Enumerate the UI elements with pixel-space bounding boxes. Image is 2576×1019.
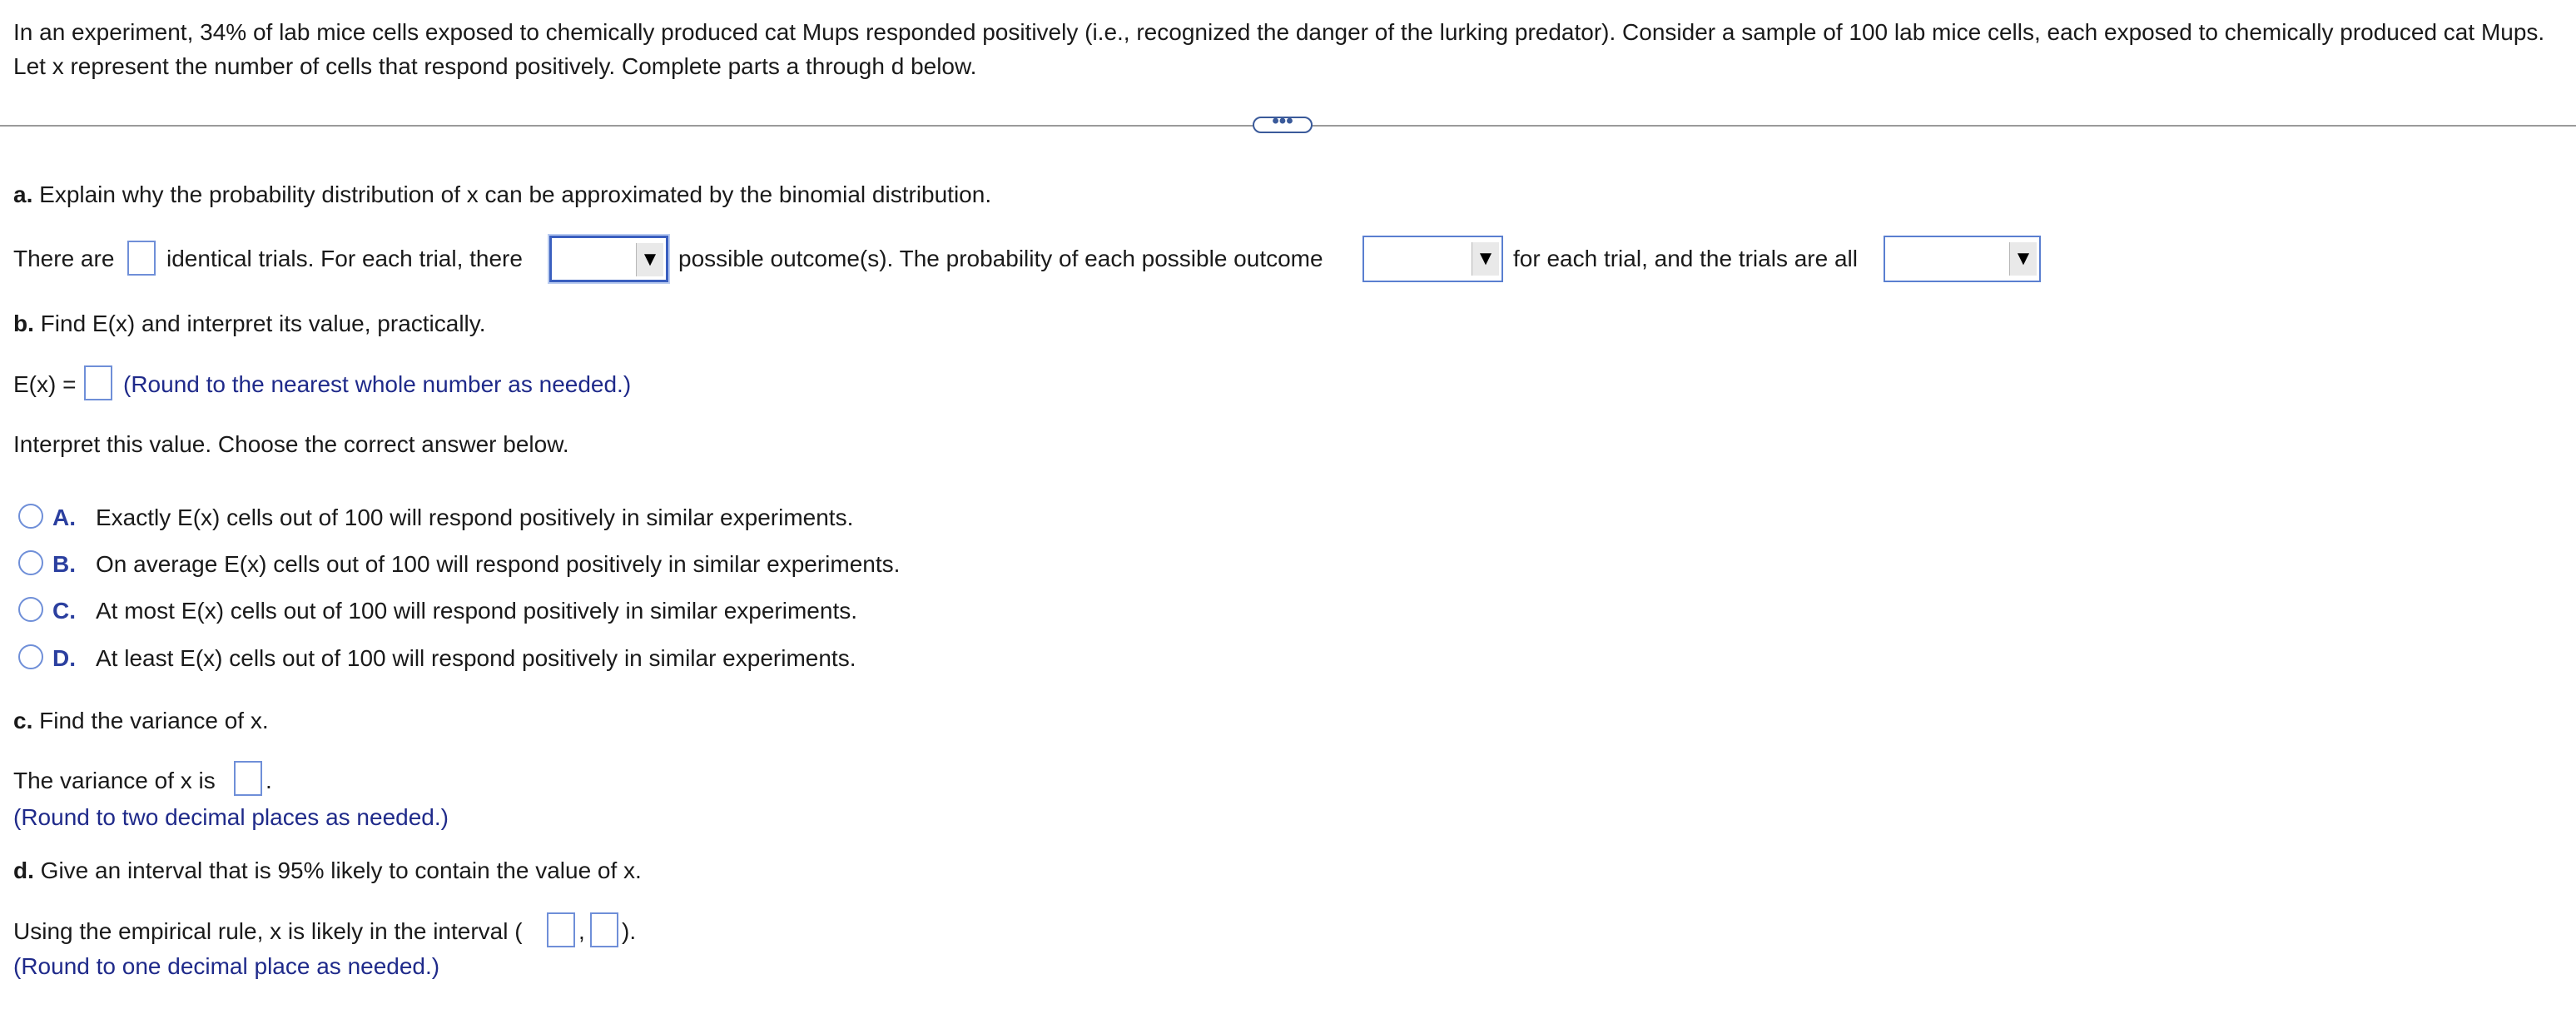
chevron-down-icon: ▼	[1472, 242, 1499, 276]
part-d-question	[13, 857, 642, 884]
choice-text: Exactly E(x) cells out of 100 will respond positively in similar experiments.	[96, 505, 854, 530]
variance-label: The variance of x is	[13, 768, 216, 793]
identical-trials-input[interactable]	[127, 241, 156, 276]
part-b-question	[13, 311, 485, 337]
part-a-sentence-4: for each trial, and the trials are all	[1513, 246, 1858, 271]
expand-button[interactable]: •••	[1253, 117, 1313, 133]
part-d-letter: d.	[13, 857, 34, 883]
part-b-letter: b.	[13, 311, 34, 336]
variance-period: .	[266, 768, 272, 793]
radio-button[interactable]	[18, 504, 43, 529]
part-a-sentence-3: possible outcome(s). The probability of each possible outcome	[678, 246, 1323, 271]
interval-comma: ,	[578, 918, 585, 944]
part-c-letter: c.	[13, 708, 33, 733]
interval-upper-input[interactable]	[590, 912, 618, 947]
choice-letter: C.	[52, 598, 76, 624]
outcomes-count-dropdown[interactable]	[549, 236, 668, 282]
part-c-question-text: Find the variance of x.	[39, 708, 269, 733]
part-a-question	[13, 181, 991, 208]
part-a-letter: a.	[13, 181, 33, 207]
interpret-prompt: Interpret this value. Choose the correct answer below.	[13, 431, 569, 457]
radio-button[interactable]	[18, 597, 43, 622]
trials-dropdown[interactable]	[1884, 236, 2041, 282]
radio-button[interactable]	[18, 550, 43, 575]
variance-input[interactable]	[234, 761, 262, 796]
radio-button[interactable]	[18, 644, 43, 669]
variance-hint: (Round to two decimal places as needed.)	[13, 804, 449, 830]
interval-hint: (Round to one decimal place as needed.)	[13, 953, 440, 979]
probability-dropdown[interactable]	[1362, 236, 1503, 282]
chevron-down-icon: ▼	[2009, 242, 2037, 276]
choice-letter: D.	[52, 645, 76, 671]
part-c-question	[13, 708, 269, 734]
chevron-down-icon: ▼	[636, 243, 663, 276]
interval-lower-input[interactable]	[547, 912, 575, 947]
part-a-sentence-2: identical trials. For each trial, there	[166, 246, 523, 271]
expected-value-label: E(x) =	[13, 371, 77, 397]
problem-statement: In an experiment, 34% of lab mice cells exposed to chemically produced cat Mups responded positively (i.e., recognized the danger of the lurking predator). Consider a sample of 100 lab mice cells, each exposed to chemically produced cat Mups. Let x represent the number of cells that respond positively. Complete parts a through d below.	[13, 19, 2545, 79]
interval-label: Using the empirical rule, x is likely in the interval (	[13, 918, 523, 944]
choice-letter: B.	[52, 551, 76, 577]
expected-value-input[interactable]	[84, 365, 112, 400]
choice-text: On average E(x) cells out of 100 will respond positively in similar experiments.	[96, 551, 901, 577]
part-a-question-text: Explain why the probability distribution of x can be approximated by the binomial distribution.	[39, 181, 992, 207]
part-d-question-text: Give an interval that is 95% likely to contain the value of x.	[40, 857, 642, 883]
part-b-question-text: Find E(x) and interpret its value, practically.	[40, 311, 486, 336]
interval-close: ).	[622, 918, 637, 944]
expected-value-hint: (Round to the nearest whole number as needed.)	[123, 371, 632, 397]
choice-letter: A.	[52, 505, 76, 530]
choice-text: At least E(x) cells out of 100 will respond positively in similar experiments.	[96, 645, 856, 671]
part-a-sentence-1: There are	[13, 246, 115, 271]
choice-text: At most E(x) cells out of 100 will respond positively in similar experiments.	[96, 598, 858, 624]
